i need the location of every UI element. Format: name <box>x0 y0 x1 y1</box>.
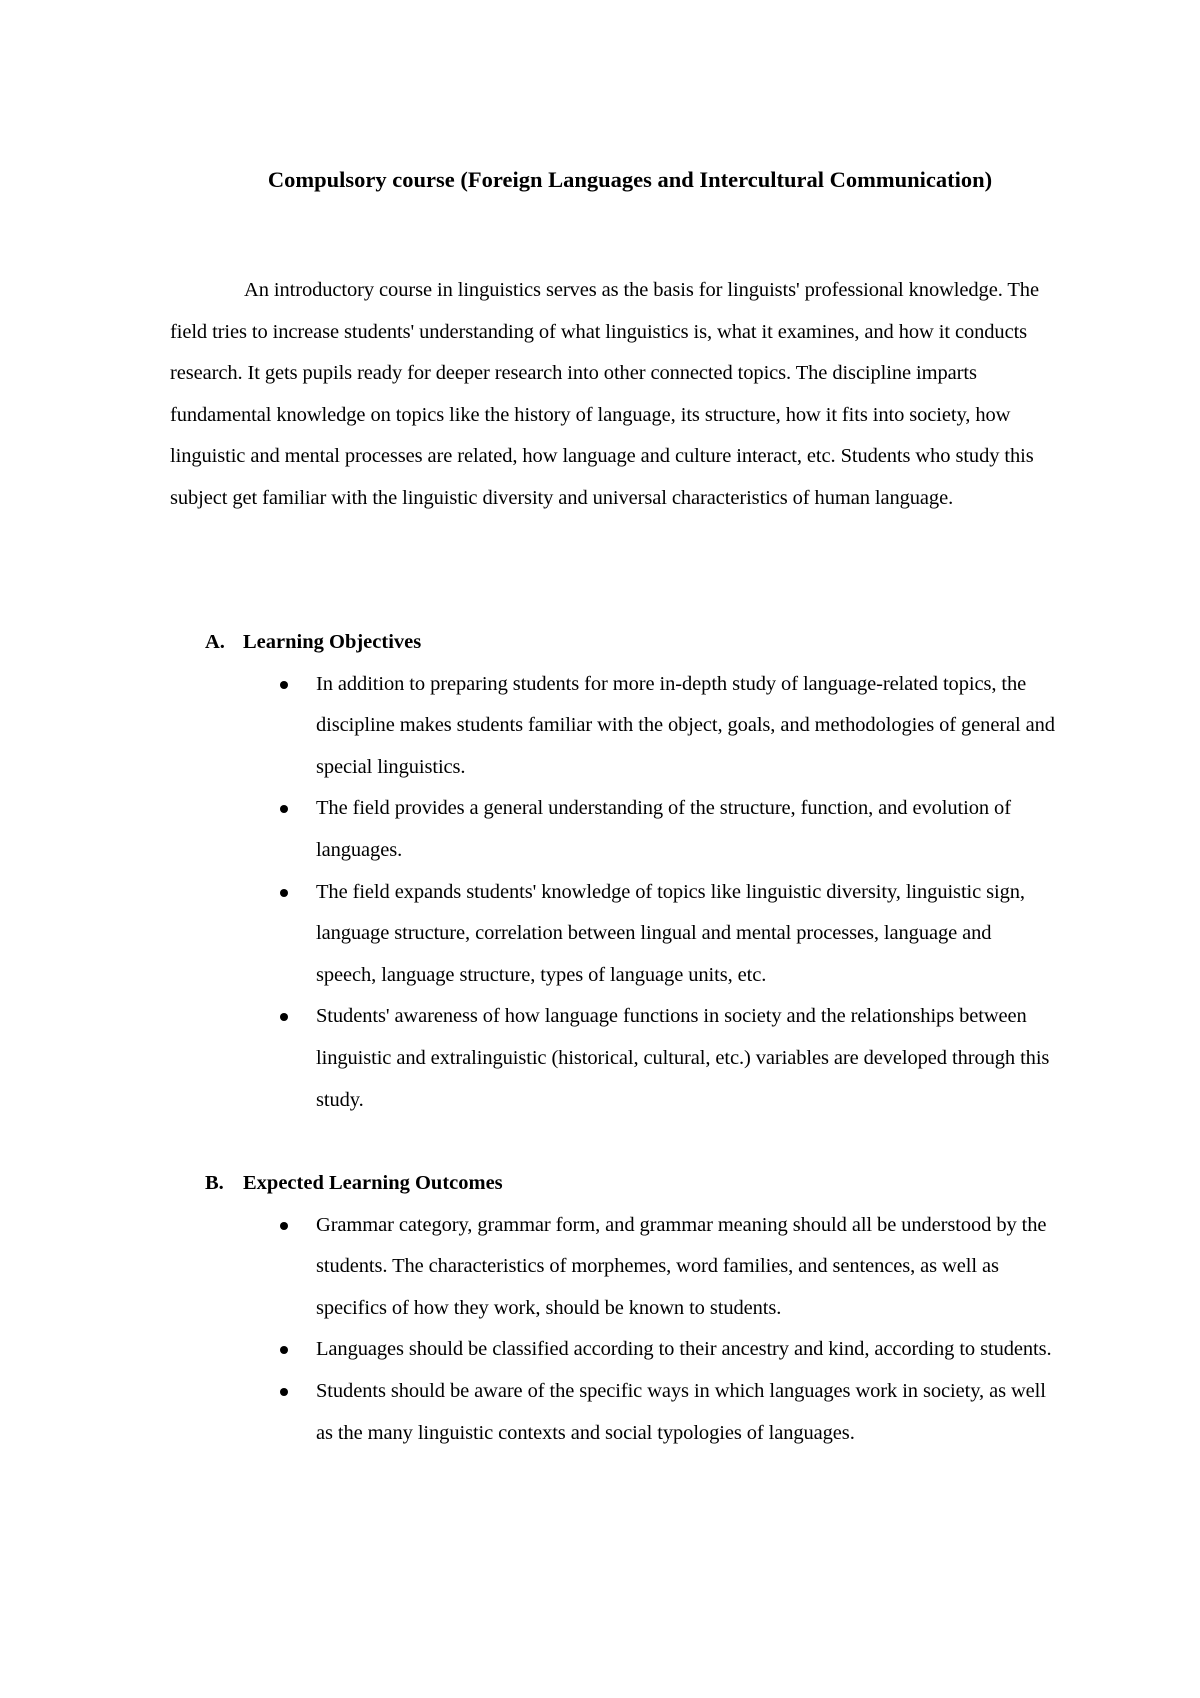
section-heading-text: Expected Learning Outcomes <box>243 1172 503 1194</box>
intro-paragraph: An introductory course in linguistics serves as the basis for linguists' professional knowledge. The field tries to increase students' understanding of what linguistics is, what it examines, and how it conducts research. It gets pupils ready for deeper research into other connected topics. The discipline imparts fundamental knowledge on topics like the history of language, its structure, how it fits into society, how linguistic and mental processes are related, how language and culture interact, etc. Students who study this subject get familiar with the linguistic diversity and universal characteristics of human language. <box>170 279 1039 509</box>
bullet-icon <box>280 805 288 813</box>
bullet-icon <box>280 1346 288 1354</box>
list-item-text: Languages should be classified according to their ancestry and kind, according to students. <box>316 1338 1052 1361</box>
section-heading <box>205 622 1105 664</box>
section-letter: B. <box>205 1172 224 1194</box>
bullet-icon <box>280 1388 288 1396</box>
list-item <box>205 1371 1056 1454</box>
list-item <box>205 1329 1056 1371</box>
document-title: Compulsory course (Foreign Languages and Intercultural Communication) <box>267 167 993 192</box>
list-item <box>205 1205 1056 1330</box>
bullet-list <box>205 664 1105 1122</box>
section-letter: A. <box>205 631 225 653</box>
list-item-text: In addition to preparing students for more in-depth study of language-related topics, the discipline makes students familiar with the object, goals, and methodologies of general and special linguistics. <box>316 672 1055 778</box>
bullet-icon <box>280 1222 288 1230</box>
list-item-text: The field expands students' knowledge of topics like linguistic diversity, linguistic sign, language structure, correlation between lingual and mental processes, language and speech, language structure, types of language units, etc. <box>316 880 1025 986</box>
bullet-icon <box>280 889 288 897</box>
bullet-icon <box>280 1013 288 1021</box>
section-expected-learning-outcomes <box>205 1163 1105 1454</box>
list-item-text: Students should be aware of the specific ways in which languages work in society, as well as the many linguistic contexts and social typologies of languages. <box>316 1379 1046 1444</box>
list-item <box>205 872 1056 997</box>
section-heading-text: Learning Objectives <box>243 631 422 653</box>
section-heading <box>205 1163 1105 1205</box>
bullet-icon <box>280 681 288 689</box>
bullet-list <box>205 1205 1105 1455</box>
list-item-text: Students' awareness of how language functions in society and the relationships between linguistic and extralinguistic (historical, cultural, etc.) variables are developed through this study. <box>316 1005 1050 1111</box>
list-item <box>205 788 1056 871</box>
list-item-text: Grammar category, grammar form, and grammar meaning should all be understood by the students. The characteristics of morphemes, word families, and sentences, as well as specifics of how they work, should be known to students. <box>316 1213 1047 1319</box>
list-item-text: The field provides a general understanding of the structure, function, and evolution of languages. <box>316 797 1011 861</box>
list-item <box>205 996 1056 1121</box>
section-learning-objectives <box>205 622 1105 1121</box>
list-item <box>205 664 1056 789</box>
